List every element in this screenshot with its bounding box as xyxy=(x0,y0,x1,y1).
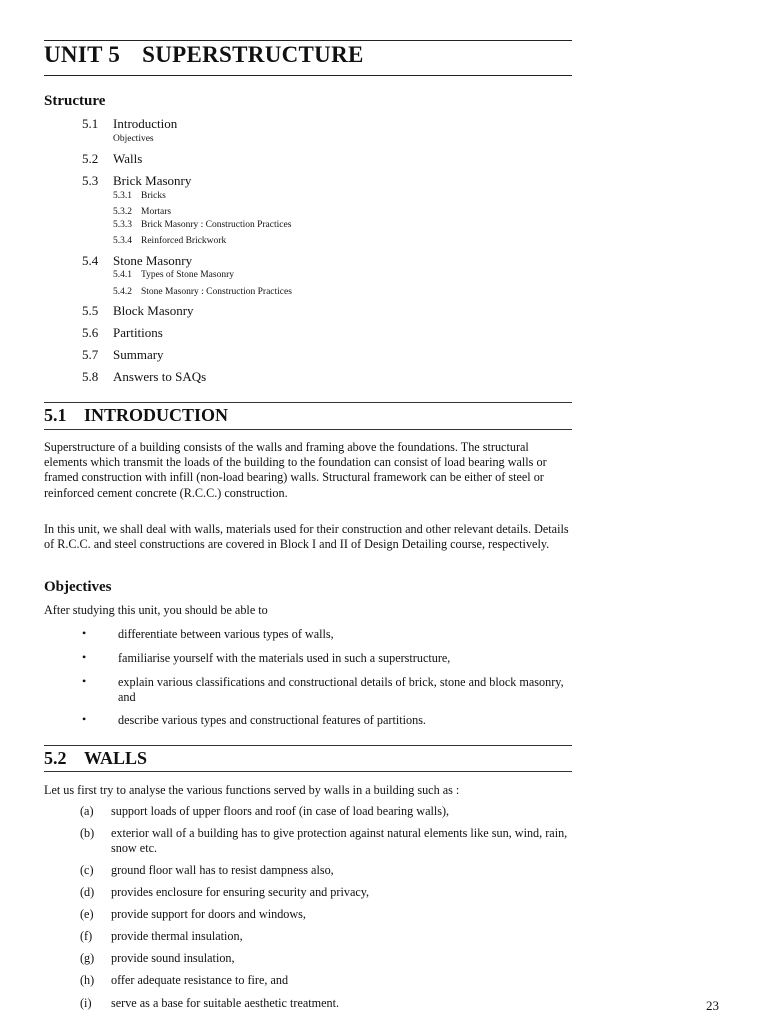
toc-item-number: 5.5 xyxy=(82,303,99,318)
section-top-rule xyxy=(44,745,572,746)
unit-bottom-rule xyxy=(44,75,572,76)
objectives-heading: Objectives xyxy=(44,579,112,595)
list-item-label: (i) xyxy=(80,996,92,1010)
toc-item-number: 5.8 xyxy=(82,369,99,384)
toc-item-number: 5.4 xyxy=(82,253,99,268)
section-heading: INTRODUCTION xyxy=(84,405,229,425)
list-item: provide sound insulation, xyxy=(111,951,235,965)
toc-subitem-number: 5.3.1 xyxy=(113,191,132,201)
section-number: 5.1 xyxy=(44,405,67,425)
list-item: provide support for doors and windows, xyxy=(111,907,306,921)
toc-item-block-masonry[interactable]: Block Masonry xyxy=(113,303,194,318)
toc-item-brick-masonry[interactable]: Brick Masonry xyxy=(113,173,192,188)
section-bottom-rule xyxy=(44,429,572,430)
intro-paragraph-1: Superstructure of a building consists of the walls and framing above the foundations. The structural elements which transmit the loads of the building to the foundation can consist of load bearing walls or framed construction with infill (non-load bearing) walls. Structural framework can be either of steel or reinforced cement concrete (R.C.C.) construction. xyxy=(44,440,547,500)
list-item-label: (f) xyxy=(80,929,93,943)
toc-item-walls[interactable]: Walls xyxy=(113,151,143,166)
toc-subitem-number: 5.3.3 xyxy=(113,220,132,230)
list-item: serve as a base for suitable aesthetic treatment. xyxy=(111,996,340,1010)
unit-name: SUPERSTRUCTURE xyxy=(142,42,364,67)
list-item: support loads of upper floors and roof (in case of load bearing walls), xyxy=(111,804,450,818)
toc-item-number: 5.3 xyxy=(82,173,99,188)
section-title-introduction xyxy=(44,405,228,426)
section-title-walls xyxy=(44,748,147,769)
section-bottom-rule xyxy=(44,771,572,772)
list-item: ground floor wall has to resist dampness also, xyxy=(111,863,334,877)
toc-subitem-number: 5.3.4 xyxy=(113,236,132,246)
toc-item-partitions[interactable]: Partitions xyxy=(113,325,163,340)
list-item-label: (g) xyxy=(80,951,95,965)
intro-paragraph-2: In this unit, we shall deal with walls, materials used for their construction and other relevant details. Details of R.C.C. and steel constructions are covered in Block I and II of Design Detailing course, respectively. xyxy=(44,522,569,552)
section-heading: WALLS xyxy=(84,748,148,768)
objective-item: differentiate between various types of walls, xyxy=(118,627,334,641)
walls-lead: Let us first try to analyse the various functions served by walls in a building such as : xyxy=(44,783,460,797)
toc-item-number: 5.1 xyxy=(82,116,99,131)
toc-subitem-objectives[interactable]: Objectives xyxy=(113,134,154,144)
toc-subitem-mortars[interactable]: Mortars xyxy=(141,207,172,217)
list-item: offer adequate resistance to fire, and xyxy=(111,973,289,987)
list-item-label: (b) xyxy=(80,826,95,840)
toc-subitem-bricks[interactable]: Bricks xyxy=(141,191,166,201)
objectives-lead: After studying this unit, you should be able to xyxy=(44,603,268,617)
page-number: 23 xyxy=(706,998,719,1013)
list-item-label: (d) xyxy=(80,885,95,899)
objective-item: describe various types and constructional features of partitions. xyxy=(118,713,426,727)
structure-heading: Structure xyxy=(44,93,106,109)
unit-number: UNIT 5 xyxy=(44,42,121,67)
list-item-label: (c) xyxy=(80,863,94,877)
toc-item-introduction[interactable]: Introduction xyxy=(113,116,178,131)
toc-subitem-stone-construction-practices[interactable]: Stone Masonry : Construction Practices xyxy=(141,287,292,297)
list-item: provides enclosure for ensuring security and privacy, xyxy=(111,885,370,899)
toc-item-number: 5.2 xyxy=(82,151,99,166)
section-top-rule xyxy=(44,402,572,403)
toc-subitem-number: 5.4.1 xyxy=(113,270,132,280)
objective-item: familiarise yourself with the materials used in such a superstructure, xyxy=(118,651,451,665)
section-number: 5.2 xyxy=(44,748,67,768)
list-item: exterior wall of a building has to give protection against natural elements like sun, wind, rain, snow etc. xyxy=(111,826,568,855)
unit-title xyxy=(44,42,364,68)
toc-item-answers-to-saqs[interactable]: Answers to SAQs xyxy=(113,369,207,384)
objective-item: explain various classifications and constructional details of brick, stone and block masonry, and xyxy=(118,675,564,704)
toc-subitem-types-of-stone-masonry[interactable]: Types of Stone Masonry xyxy=(141,270,235,280)
list-item-label: (e) xyxy=(80,907,94,921)
toc-subitem-brick-construction-practices[interactable]: Brick Masonry : Construction Practices xyxy=(141,220,292,230)
toc-item-stone-masonry[interactable]: Stone Masonry xyxy=(113,253,193,268)
toc-item-number: 5.7 xyxy=(82,347,99,362)
list-item-label: (a) xyxy=(80,804,94,818)
toc-item-summary[interactable]: Summary xyxy=(113,347,164,362)
bullet-icon: • xyxy=(82,712,87,726)
bullet-icon: • xyxy=(82,626,87,640)
toc-subitem-number: 5.4.2 xyxy=(113,287,132,297)
list-item: provide thermal insulation, xyxy=(111,929,243,943)
bullet-icon: • xyxy=(82,650,87,664)
list-item-label: (h) xyxy=(80,973,95,987)
toc-subitem-reinforced-brickwork[interactable]: Reinforced Brickwork xyxy=(141,236,227,246)
toc-subitem-number: 5.3.2 xyxy=(113,207,132,217)
toc-item-number: 5.6 xyxy=(82,325,99,340)
bullet-icon: • xyxy=(82,674,87,688)
unit-top-rule xyxy=(44,40,572,41)
